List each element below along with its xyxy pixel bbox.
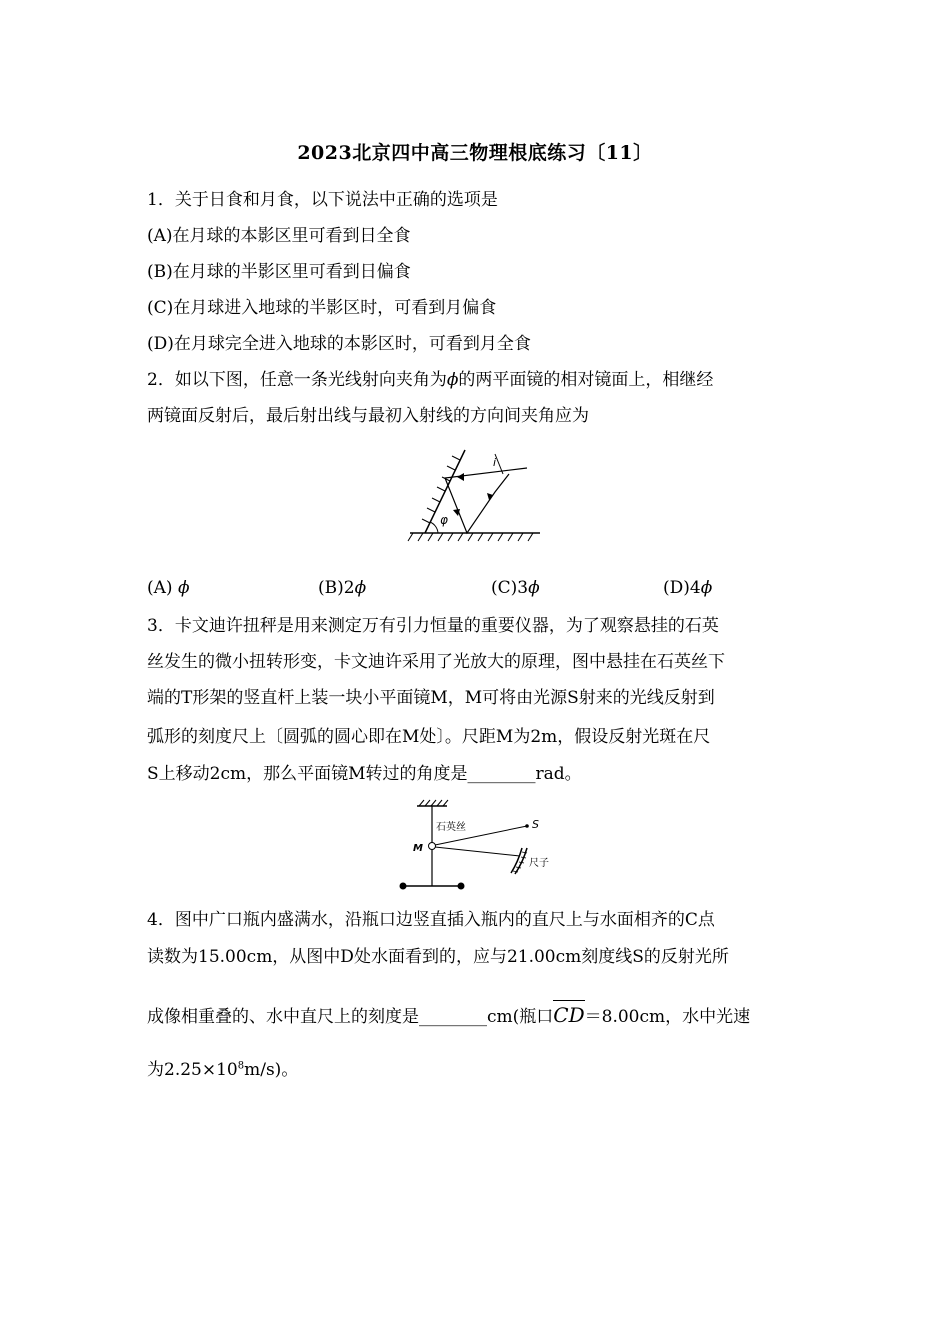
q3-line4: 弧形的刻度尺上〔圆弧的圆心即在M处〕。尺距M为2m，假设反射光斑在尺 [147, 727, 711, 747]
reflected-ray [435, 847, 520, 856]
light-source-s [525, 824, 529, 828]
q3-line5: S上移动2cm，那么平面镜M转过的角度是________rad。 [147, 764, 582, 784]
page-title: 2023北京四中高三物理根底练习〔11〕 [297, 142, 653, 164]
q1-stem: 1．关于日食和月食，以下说法中正确的选项是 [147, 190, 498, 210]
mirror-m [429, 843, 436, 850]
ruler-arc-inner [511, 848, 522, 873]
q1-option-a: (A)在月球的本影区里可看到日全食 [147, 226, 411, 246]
q2-option-a: (A) ϕ [147, 578, 190, 598]
label-s: S [532, 818, 539, 831]
ball-left [400, 883, 407, 890]
q3-line2: 丝发生的微小扭转形变，卡文迪许采用了光放大的原理，图中悬挂在石英丝下 [147, 652, 725, 672]
q4-line1: 4．图中广口瓶内盛满水，沿瓶口边竖直插入瓶内的直尺上与水面相齐的C点 [147, 910, 715, 930]
q2-option-d: (D)4ϕ [663, 578, 713, 598]
q2-stem-line2: 两镜面反射后，最后射出线与最初入射线的方向间夹角应为 [147, 406, 589, 426]
q3-line1: 3．卡文迪许扭秤是用来测定万有引力恒量的重要仪器，为了观察悬挂的石英 [147, 616, 719, 636]
q4-line4: 为$2.25\times 10^8m/s$)。 [147, 1060, 299, 1080]
label-ruler: 尺子 [529, 858, 549, 869]
q2-option-c: (C)3ϕ [491, 578, 540, 598]
label-phi: φ [440, 513, 448, 527]
ray-arrow-down [453, 509, 460, 516]
torsion-balance-figure [395, 796, 555, 896]
q2-option-b: (B)2ϕ [318, 578, 367, 598]
q3-line3: 端的T形架的竖直杆上装一块小平面镜M，M可将由光源S射来的光线反射到 [147, 688, 715, 708]
angle-arc [430, 522, 438, 533]
q1-option-b: (B)在月球的半影区里可看到日偏食 [147, 262, 411, 282]
segment-cd: CD [553, 1003, 585, 1027]
q1-option-c: (C)在月球进入地球的半影区时，可看到月偏食 [147, 298, 497, 318]
ceiling-hatching [419, 800, 448, 806]
phi-symbol: ϕ [446, 370, 459, 390]
q4-line2: 读数为15.00cm，从图中D处水面看到的，应与21.00cm刻度线S的反射光所 [147, 947, 729, 967]
ray-arrow-incoming [457, 473, 464, 481]
label-quartz-fiber: 石英丝 [436, 822, 466, 833]
label-i: i [493, 456, 497, 469]
light-ray-path [445, 468, 527, 533]
mirror-figure [405, 448, 545, 548]
q2-stem-line1: 2．如以下图，任意一条光线射向夹角为ϕ的两平面镜的相对镜面上，相继经 [147, 370, 714, 390]
label-m: M [413, 843, 423, 854]
q4-line3: 成像相重叠的、水中直尺上的刻度是________cm(瓶口CD＝8.00cm，水中光速 [147, 1003, 751, 1027]
ball-right [458, 883, 465, 890]
q1-option-d: (D)在月球完全进入地球的本影区时，可看到月全食 [147, 334, 531, 354]
bottom-mirror-hatching [408, 533, 533, 541]
